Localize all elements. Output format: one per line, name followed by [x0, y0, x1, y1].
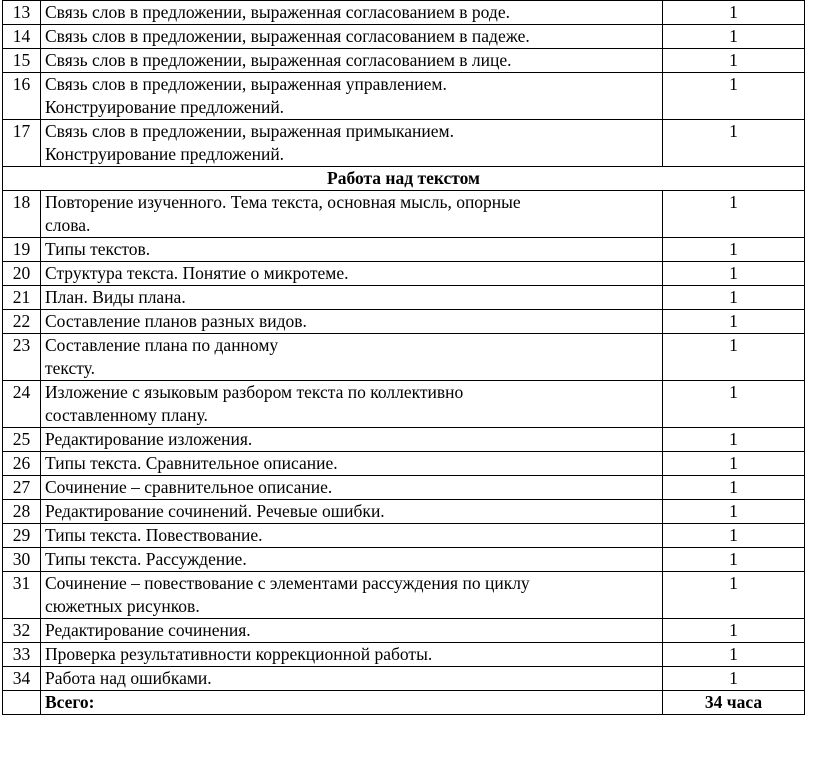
total-group: [3, 691, 805, 715]
section-header-group: [3, 167, 805, 191]
row-number: 22: [3, 310, 41, 334]
row-number: 17: [3, 120, 41, 167]
section-title: Работа над текстом: [3, 167, 805, 191]
row-number: 29: [3, 524, 41, 548]
row-hours: 1: [663, 381, 805, 428]
row-hours: 1: [663, 191, 805, 238]
row-topic: Связь слов в предложении, выраженная согласованием в роде.: [41, 1, 663, 25]
row-topic: Типы текста. Повествование.: [41, 524, 663, 548]
row-topic: Составление планов разных видов.: [41, 310, 663, 334]
total-row: [3, 691, 805, 715]
table-row: [3, 643, 805, 667]
table-row: [3, 500, 805, 524]
table-row: [3, 1, 805, 25]
row-number: 30: [3, 548, 41, 572]
table-row: [3, 572, 805, 619]
row-topic: Типы текста. Сравнительное описание.: [41, 452, 663, 476]
table-row: [3, 334, 805, 381]
table-row: [3, 548, 805, 572]
row-number: 24: [3, 381, 41, 428]
row-number: 18: [3, 191, 41, 238]
table-body-part-1: [3, 1, 805, 167]
row-topic: Проверка результативности коррекционной работы.: [41, 643, 663, 667]
total-num-cell: [3, 691, 41, 715]
row-topic: Структура текста. Понятие о микротеме.: [41, 262, 663, 286]
row-number: 32: [3, 619, 41, 643]
row-topic: Связь слов в предложении, выраженная примыканием. Конструирование предложений.: [41, 120, 663, 167]
total-label: Всего:: [41, 691, 663, 715]
table-row: [3, 238, 805, 262]
row-hours: 1: [663, 238, 805, 262]
row-hours: 1: [663, 619, 805, 643]
row-hours: 1: [663, 476, 805, 500]
table-row: [3, 49, 805, 73]
row-number: 21: [3, 286, 41, 310]
row-hours: 1: [663, 572, 805, 619]
row-topic: Работа над ошибками.: [41, 667, 663, 691]
table-row: [3, 619, 805, 643]
row-hours: 1: [663, 286, 805, 310]
row-hours: 1: [663, 428, 805, 452]
total-hours: 34 часа: [663, 691, 805, 715]
table-row: [3, 667, 805, 691]
row-hours: 1: [663, 667, 805, 691]
row-topic: Типы текстов.: [41, 238, 663, 262]
row-number: 34: [3, 667, 41, 691]
table-row: [3, 73, 805, 120]
table-row: [3, 286, 805, 310]
table-row: [3, 476, 805, 500]
row-hours: 1: [663, 310, 805, 334]
row-topic: Составление плана по данному тексту.: [41, 334, 663, 381]
row-number: 31: [3, 572, 41, 619]
row-topic: Редактирование изложения.: [41, 428, 663, 452]
row-hours: 1: [663, 334, 805, 381]
row-topic: Повторение изученного. Тема текста, основная мысль, опорные слова.: [41, 191, 663, 238]
row-hours: 1: [663, 262, 805, 286]
row-hours: 1: [663, 49, 805, 73]
row-topic: Сочинение – повествование с элементами рассуждения по циклу сюжетных рисунков.: [41, 572, 663, 619]
row-number: 27: [3, 476, 41, 500]
table-row: [3, 191, 805, 238]
table-row: [3, 25, 805, 49]
table-body-part-2: [3, 191, 805, 691]
table-row: [3, 452, 805, 476]
row-hours: 1: [663, 643, 805, 667]
row-number: 23: [3, 334, 41, 381]
table-row: [3, 524, 805, 548]
table-row: [3, 428, 805, 452]
row-topic: Изложение с языковым разбором текста по коллективно составленному плану.: [41, 381, 663, 428]
row-number: 28: [3, 500, 41, 524]
table-row: [3, 120, 805, 167]
row-topic: Связь слов в предложении, выраженная управлением. Конструирование предложений.: [41, 73, 663, 120]
row-hours: 1: [663, 524, 805, 548]
row-number: 14: [3, 25, 41, 49]
row-number: 25: [3, 428, 41, 452]
section-header-row: [3, 167, 805, 191]
row-topic: Редактирование сочинения.: [41, 619, 663, 643]
row-topic: Связь слов в предложении, выраженная согласованием в лице.: [41, 49, 663, 73]
lesson-plan-table: [2, 0, 805, 715]
row-topic: Связь слов в предложении, выраженная согласованием в падеже.: [41, 25, 663, 49]
row-hours: 1: [663, 25, 805, 49]
row-number: 15: [3, 49, 41, 73]
row-hours: 1: [663, 73, 805, 120]
row-hours: 1: [663, 452, 805, 476]
row-number: 19: [3, 238, 41, 262]
table-row: [3, 262, 805, 286]
row-hours: 1: [663, 548, 805, 572]
row-number: 20: [3, 262, 41, 286]
row-number: 33: [3, 643, 41, 667]
row-topic: План. Виды плана.: [41, 286, 663, 310]
row-topic: Сочинение – сравнительное описание.: [41, 476, 663, 500]
table-row: [3, 310, 805, 334]
row-number: 26: [3, 452, 41, 476]
table-row: [3, 381, 805, 428]
row-number: 13: [3, 1, 41, 25]
row-hours: 1: [663, 120, 805, 167]
row-topic: Редактирование сочинений. Речевые ошибки.: [41, 500, 663, 524]
row-topic: Типы текста. Рассуждение.: [41, 548, 663, 572]
row-hours: 1: [663, 1, 805, 25]
row-number: 16: [3, 73, 41, 120]
row-hours: 1: [663, 500, 805, 524]
